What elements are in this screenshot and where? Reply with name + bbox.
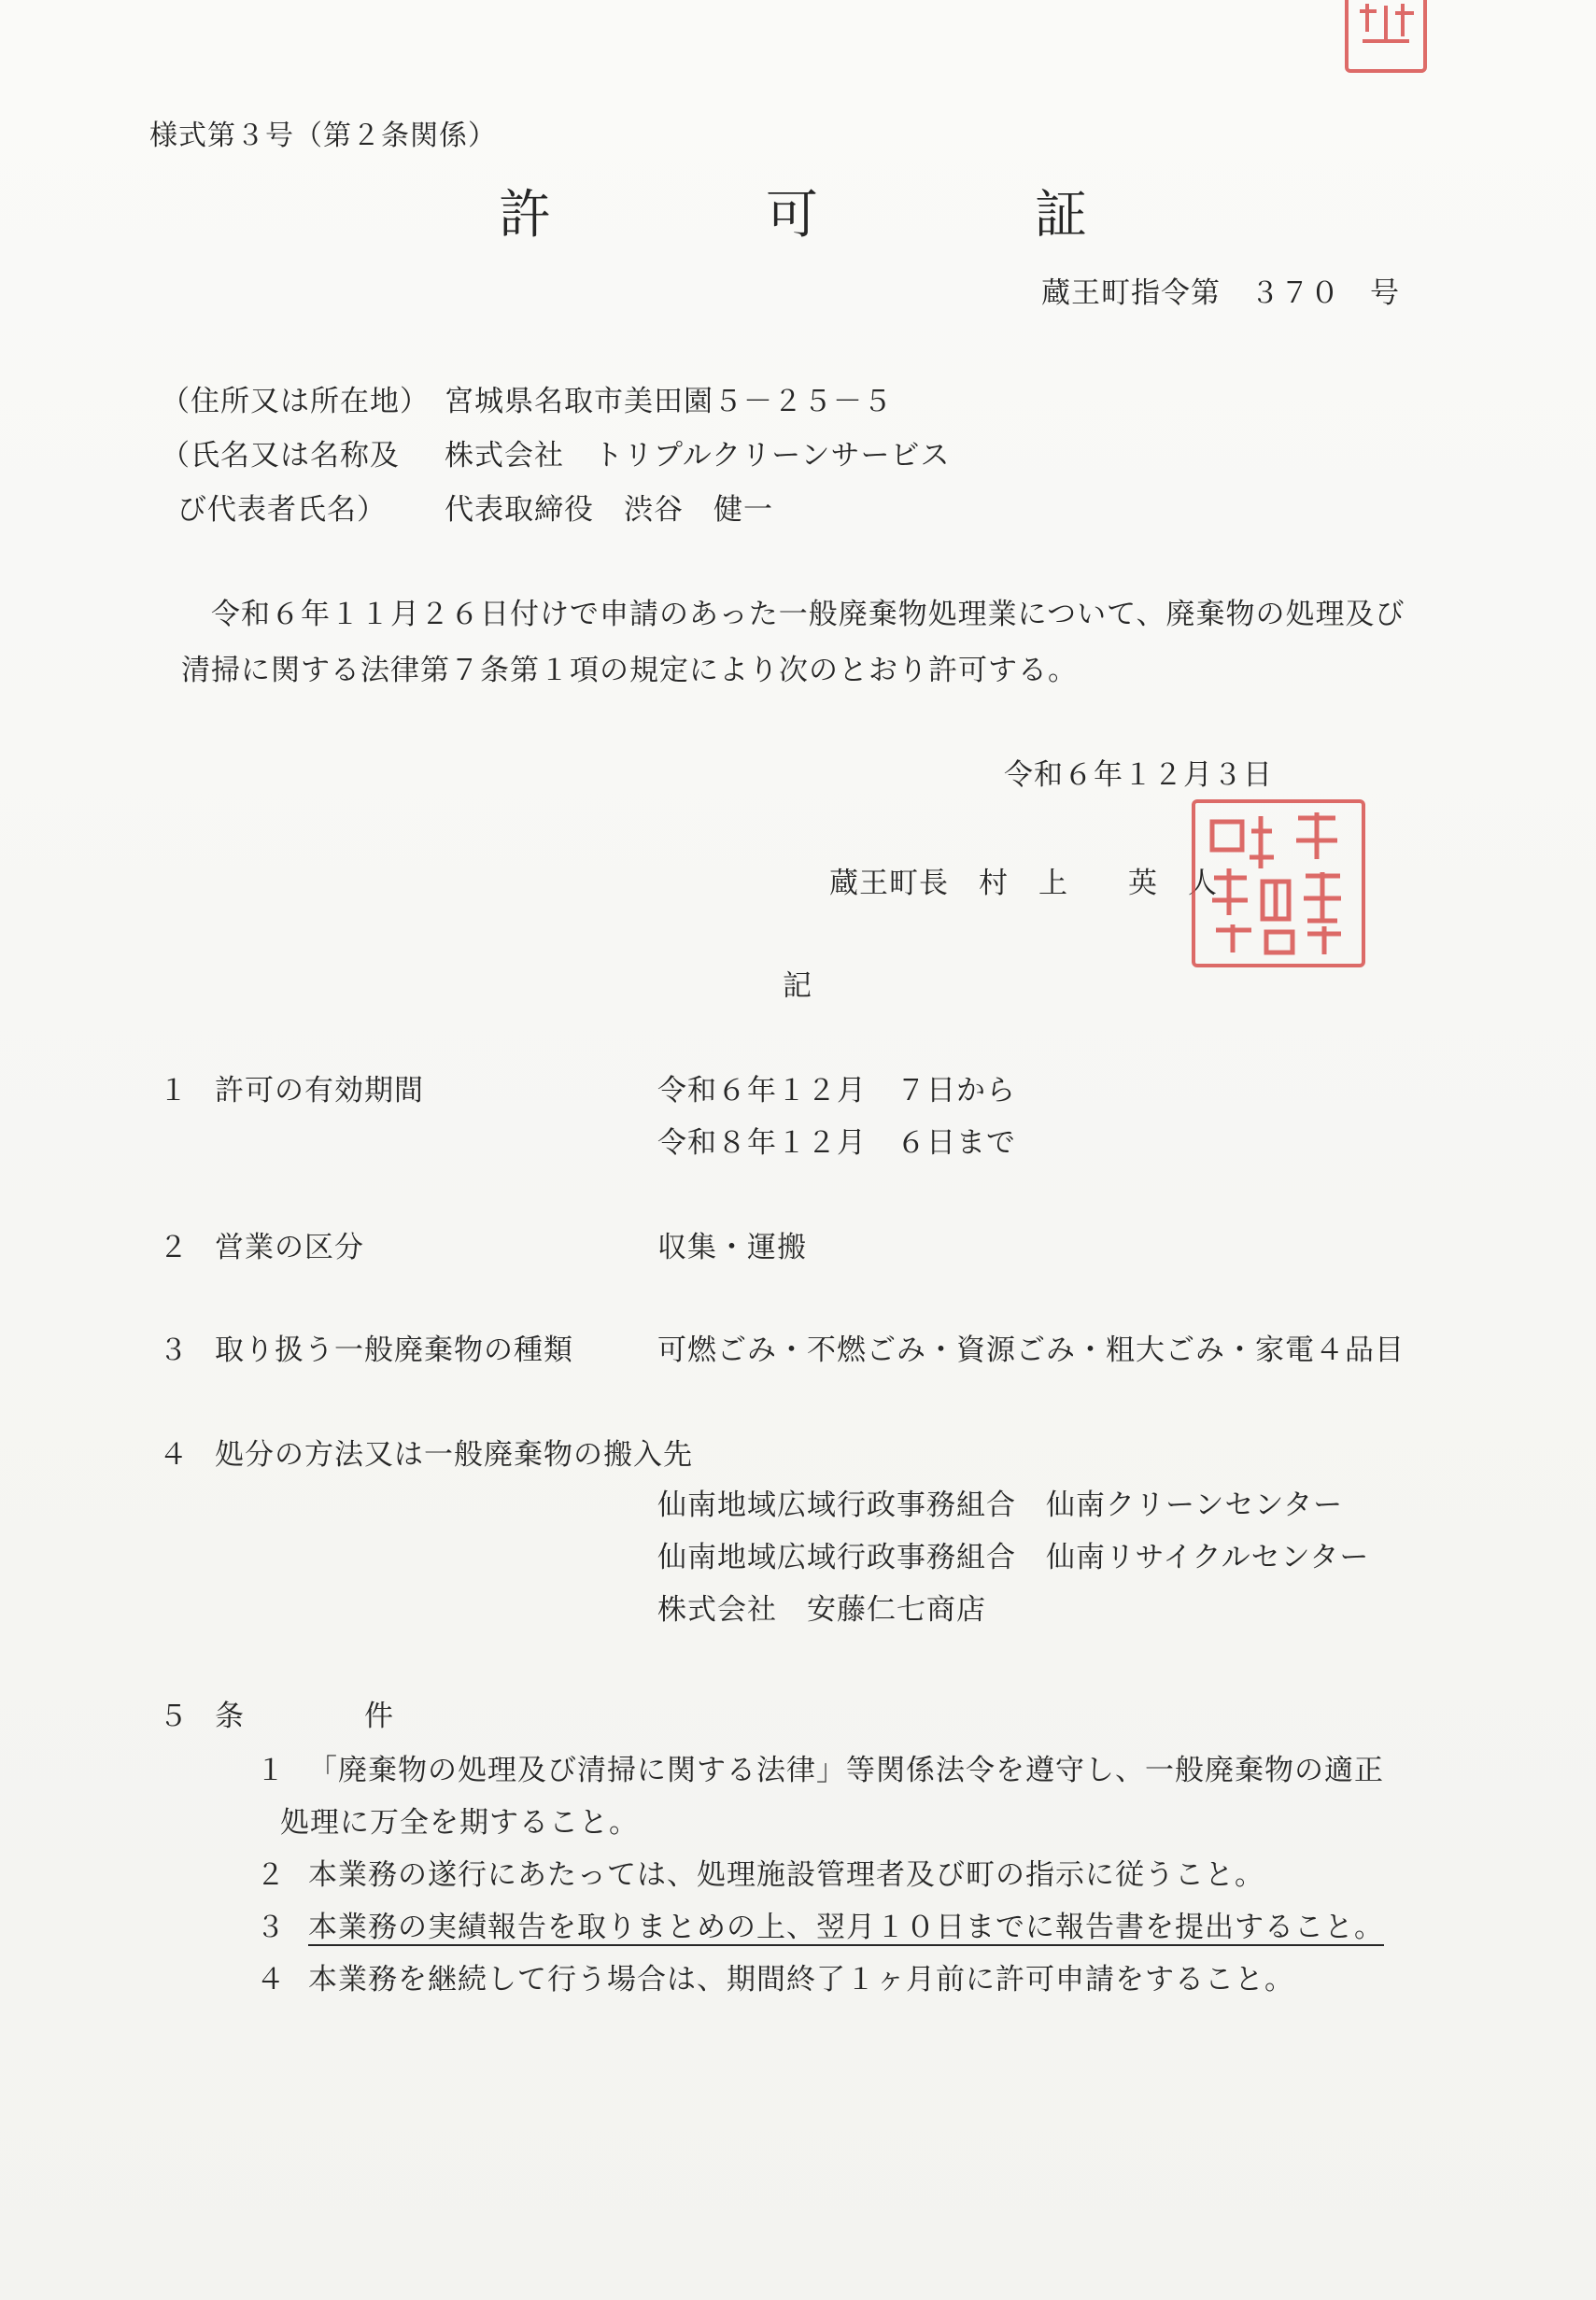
- item4-destination-3: 株式会社 安藤仁七商店: [657, 1593, 986, 1627]
- item5-number: ５: [159, 1700, 189, 1733]
- condition-1-line-2: 処理に万全を期すること。: [280, 1806, 639, 1840]
- item1-label: 許可の有効期間: [215, 1074, 424, 1108]
- item4-destination-2: 仙南地域広域行政事務組合 仙南リサイクルセンター: [657, 1541, 1370, 1574]
- name-label-line1: （氏名又は名称及: [161, 439, 400, 473]
- item1-from: 令和６年１２月 ７日から: [657, 1074, 1016, 1108]
- condition-3-text: 本業務の実績報告を取りまとめの上、翌月１０日までに報告書を提出すること。: [308, 1911, 1384, 1944]
- item4-destination-1: 仙南地域広域行政事務組合 仙南クリーンセンター: [657, 1489, 1344, 1522]
- condition-1-number: １: [256, 1754, 286, 1787]
- item2-value: 収集・運搬: [657, 1231, 807, 1264]
- item4-number: ４: [159, 1438, 189, 1472]
- body-line-1: 令和６年１１月２６日付けで申請のあった一般廃棄物処理業について、廃棄物の処理及び: [211, 598, 1405, 631]
- item2-label: 営業の区分: [215, 1231, 364, 1264]
- item3-label: 取り扱う一般廃棄物の種類: [215, 1333, 573, 1367]
- name-label-line2: び代表者氏名）: [177, 493, 387, 527]
- ki-heading: 記: [783, 969, 812, 1003]
- top-seal-stamp: [1345, 0, 1427, 73]
- representative-name: 代表取締役 渋谷 健一: [445, 493, 773, 527]
- title-char-1: 許: [499, 185, 552, 246]
- company-name: 株式会社 トリプルクリーンサービス: [445, 439, 951, 473]
- condition-4-number: ４: [256, 1963, 286, 1997]
- condition-4-text: 本業務を継続して行う場合は、期間終了１ヶ月前に許可申請をすること。: [308, 1963, 1294, 1997]
- item1-number: １: [159, 1074, 189, 1108]
- condition-1-line-1: 「廃棄物の処理及び清掃に関する法律」等関係法令を遵守し、一般廃棄物の適正: [308, 1754, 1384, 1787]
- item3-value: 可燃ごみ・不燃ごみ・資源ごみ・粗大ごみ・家電４品目: [657, 1333, 1405, 1367]
- item1-to: 令和８年１２月 ６日まで: [657, 1126, 1016, 1160]
- form-number: 様式第３号（第２条関係）: [149, 120, 497, 152]
- item3-number: ３: [159, 1333, 189, 1367]
- title-char-3: 証: [1035, 185, 1088, 246]
- title-char-2: 可: [766, 185, 819, 246]
- issuer-name: 蔵王町長 村 上 英 人: [829, 867, 1218, 900]
- permit-number: 蔵王町指令第 ３７０ 号: [1041, 276, 1400, 310]
- item2-number: ２: [159, 1231, 189, 1264]
- address-label: （住所又は所在地）: [161, 385, 430, 418]
- condition-3-number: ３: [256, 1911, 286, 1944]
- body-line-2: 清掃に関する法律第７条第１項の規定により次のとおり許可する。: [181, 654, 1078, 687]
- address-value: 宮城県名取市美田園５－２５－５: [445, 385, 893, 418]
- official-seal-stamp: [1192, 799, 1365, 967]
- issue-date: 令和６年１２月３日: [1004, 758, 1273, 792]
- item4-label: 処分の方法又は一般廃棄物の搬入先: [215, 1438, 693, 1472]
- condition-2-number: ２: [256, 1858, 286, 1892]
- condition-2-text: 本業務の遂行にあたっては、処理施設管理者及び町の指示に従うこと。: [308, 1858, 1264, 1892]
- item5-label: 条 件: [215, 1700, 394, 1733]
